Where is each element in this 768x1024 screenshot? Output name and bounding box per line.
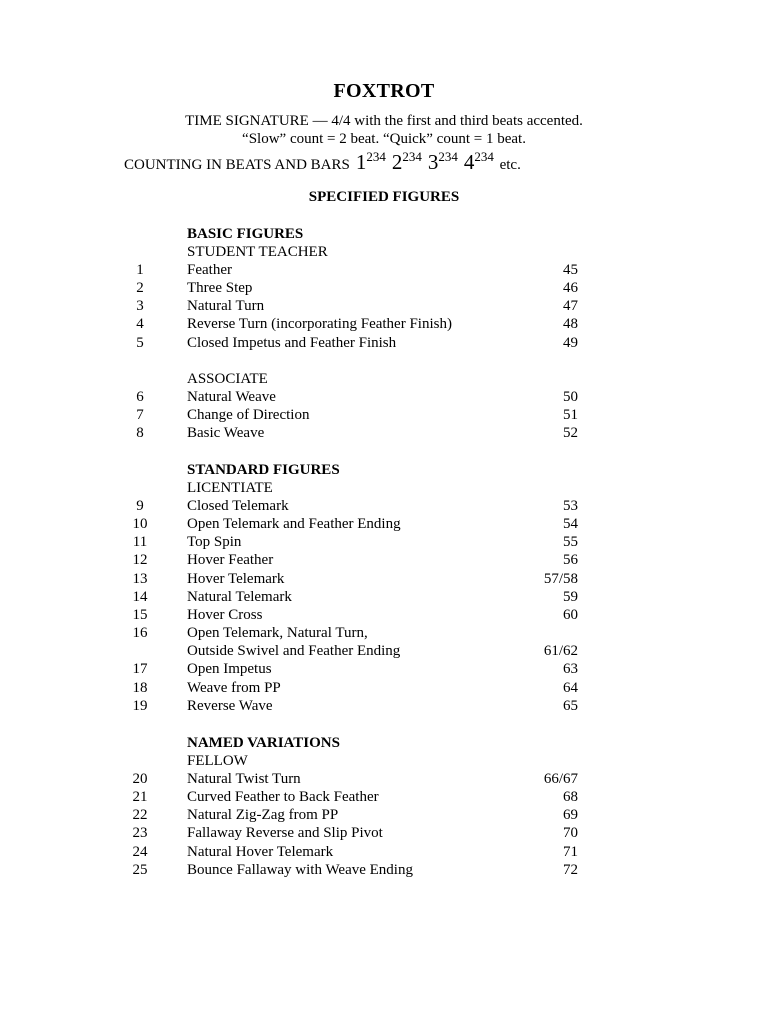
- figure-row: [0, 660, 768, 678]
- figure-page-number: 54: [563, 516, 578, 533]
- counting-bar: 3: [427, 150, 439, 174]
- figure-number: 25: [132, 861, 148, 878]
- licentiate-label: LICENTIATE: [187, 480, 273, 496]
- figure-name: Fallaway Reverse and Slip Pivot: [187, 825, 383, 842]
- figure-page-number: 60: [563, 606, 578, 623]
- figure-number: 9: [136, 498, 144, 514]
- figure-page-number: 57/58: [543, 570, 578, 587]
- figure-number: 3: [136, 298, 144, 315]
- figure-name: Closed Impetus and Feather Finish: [187, 334, 397, 351]
- count-definition-line: “Slow” count = 2 beat. “Quick” count = 1 beat.: [242, 131, 526, 147]
- figure-number: 16: [132, 625, 148, 642]
- counting-suffix: etc.: [499, 157, 521, 173]
- figure-name: Natural Twist Turn: [187, 771, 301, 787]
- figure-page-number: 68: [563, 789, 578, 806]
- fellow-label: FELLOW: [187, 753, 248, 769]
- figure-page-number: 46: [563, 280, 578, 297]
- figure-page-number: 59: [563, 588, 578, 605]
- figure-page-number: 65: [563, 697, 578, 714]
- figure-name: Natural Zig-Zag from PP: [187, 807, 339, 824]
- figure-number: 5: [136, 334, 144, 351]
- figure-name: Curved Feather to Back Feather: [187, 789, 379, 806]
- figure-page-number: 56: [563, 552, 578, 569]
- figure-number: 8: [136, 425, 144, 442]
- figure-name: Reverse Turn (incorporating Feather Finish): [187, 316, 452, 333]
- figure-page-number: 71: [563, 843, 578, 860]
- figure-number: 2: [136, 280, 144, 297]
- time-signature-line: TIME SIGNATURE — 4/4 with the first and third beats accented.: [185, 113, 583, 129]
- student-teacher-label: STUDENT TEACHER: [187, 244, 328, 260]
- figure-number: 4: [136, 316, 144, 333]
- figure-row: [0, 388, 768, 406]
- figure-page-number: 64: [563, 679, 578, 696]
- figure-name: Natural Hover Telemark: [187, 843, 334, 860]
- figure-name: Bounce Fallaway with Weave Ending: [187, 861, 413, 878]
- figure-row: [0, 551, 768, 569]
- figure-name: Natural Turn: [187, 298, 265, 315]
- figure-number: 22: [132, 807, 148, 824]
- figure-number: 17: [132, 661, 148, 678]
- figure-page-number: 53: [563, 498, 578, 514]
- counting-beats: 234: [438, 149, 458, 164]
- figure-page-number: 47: [563, 298, 578, 315]
- figure-row: [0, 824, 768, 842]
- figure-page-number: 52: [563, 425, 578, 442]
- figure-name: Outside Swivel and Feather Ending: [187, 643, 401, 660]
- counting-beats: 234: [402, 149, 422, 164]
- figure-page-number: 55: [563, 534, 578, 551]
- figure-row: [0, 261, 768, 279]
- figure-page-number: 66/67: [543, 771, 578, 787]
- figure-name: Hover Telemark: [187, 570, 285, 587]
- figure-row: [0, 406, 768, 424]
- figure-name: Natural Weave: [187, 389, 276, 405]
- figure-row: [0, 424, 768, 442]
- figure-page-number: 70: [563, 825, 578, 842]
- figure-name: Natural Telemark: [187, 588, 292, 605]
- figure-row: [0, 843, 768, 861]
- figure-number: 19: [132, 697, 148, 714]
- counting-bar: 1: [355, 150, 367, 174]
- figure-number: 20: [132, 771, 148, 787]
- figure-name: Open Telemark, Natural Turn,: [187, 625, 368, 642]
- figure-row: [0, 624, 768, 642]
- figure-name: Open Telemark and Feather Ending: [187, 516, 401, 533]
- figure-page-number: 63: [563, 661, 578, 678]
- figure-number: 13: [132, 570, 148, 587]
- figure-name: Reverse Wave: [187, 697, 273, 714]
- figure-row: [0, 570, 768, 588]
- figure-number: 12: [132, 552, 148, 569]
- figure-row: [0, 788, 768, 806]
- figure-page-number: 45: [563, 262, 578, 278]
- figure-number: 14: [132, 588, 148, 605]
- counting-beats: 234: [366, 149, 386, 164]
- figure-row: [0, 279, 768, 297]
- figure-name: Closed Telemark: [187, 498, 289, 514]
- basic-figures-heading: BASIC FIGURES: [187, 226, 304, 242]
- figure-page-number: 49: [563, 334, 578, 351]
- figure-number: 6: [136, 389, 144, 405]
- figure-name: Change of Direction: [187, 407, 310, 424]
- named-variations-heading: NAMED VARIATIONS: [187, 735, 340, 751]
- figure-row: [0, 588, 768, 606]
- figure-name: Open Impetus: [187, 661, 272, 678]
- figure-row: [0, 315, 768, 333]
- figure-page-number: 50: [563, 389, 578, 405]
- figure-page-number: 72: [563, 861, 578, 878]
- page-title: FOXTROT: [333, 80, 435, 102]
- counting-label: COUNTING IN BEATS AND BARS: [124, 157, 350, 173]
- figure-name: Weave from PP: [187, 679, 281, 696]
- figure-name: Hover Feather: [187, 552, 274, 569]
- figure-name: Top Spin: [187, 534, 242, 551]
- figure-number: 1: [136, 262, 144, 278]
- standard-figures-heading: STANDARD FIGURES: [187, 462, 340, 478]
- counting-line: [124, 146, 521, 176]
- figure-number: 7: [136, 407, 144, 424]
- figure-row: [0, 515, 768, 533]
- counting-bar: 2: [391, 150, 403, 174]
- figure-row: [0, 642, 768, 660]
- figure-number: 10: [132, 516, 148, 533]
- specified-figures-heading: SPECIFIED FIGURES: [308, 189, 460, 205]
- figure-number: 18: [132, 679, 148, 696]
- figure-page-number: 51: [563, 407, 578, 424]
- figure-row: [0, 770, 768, 788]
- figure-page-number: 48: [563, 316, 578, 333]
- figure-number: 15: [132, 606, 148, 623]
- figure-row: [0, 297, 768, 315]
- counting-bar: 4: [463, 150, 475, 174]
- figure-row: [0, 697, 768, 715]
- figure-row: [0, 497, 768, 515]
- counting-beats: 234: [474, 149, 494, 164]
- figure-name: Basic Weave: [187, 425, 265, 442]
- figure-number: 21: [132, 789, 148, 806]
- figure-row: [0, 861, 768, 879]
- figure-row: [0, 606, 768, 624]
- figure-number: 11: [132, 534, 148, 551]
- figure-row: [0, 679, 768, 697]
- associate-label: ASSOCIATE: [187, 371, 268, 387]
- figure-name: Hover Cross: [187, 606, 263, 623]
- figure-row: [0, 334, 768, 352]
- figure-page-number: 69: [563, 807, 578, 824]
- figure-number: 23: [132, 825, 148, 842]
- figure-row: [0, 806, 768, 824]
- figure-row: [0, 533, 768, 551]
- figure-page-number: 61/62: [543, 643, 578, 660]
- figure-number: 24: [132, 843, 148, 860]
- figure-name: Three Step: [187, 280, 253, 297]
- figure-name: Feather: [187, 262, 232, 278]
